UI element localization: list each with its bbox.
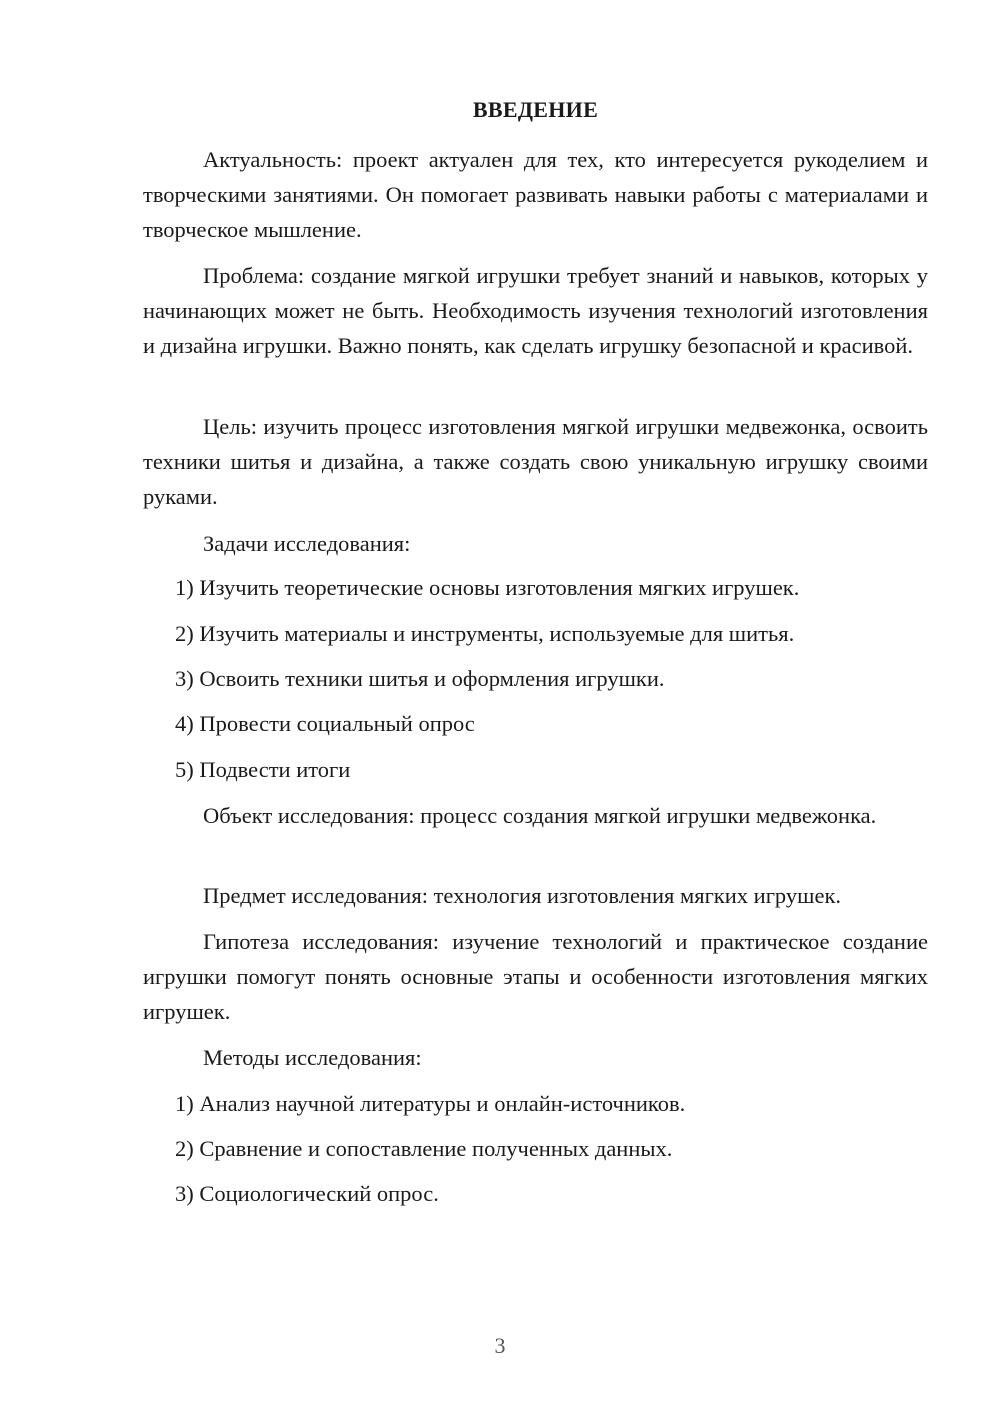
task-item: 5) Подвести итоги	[175, 757, 351, 782]
tasks-label: Задачи исследования:	[203, 531, 411, 556]
methods-label: Методы исследования:	[203, 1045, 422, 1070]
paragraph-subject: Предмет исследования: технология изготовления мягких игрушек.	[203, 883, 841, 908]
paragraph-relevance: Актуальность: проект актуален для тех, кто интересуется рукоделием и творческими занятиями. Он помогает развивать навыки работы с материалами и творческое мышление.	[143, 147, 928, 242]
paragraph-problem: Проблема: создание мягкой игрушки требует знаний и навыков, которых у начинающих может не быть. Необходимость изучения технологий изготовления и дизайна игрушки. Важно понять, как сделать игрушку безопасной и красивой.	[143, 263, 928, 358]
task-item: 2) Изучить материалы и инструменты, используемые для шитья.	[175, 621, 795, 646]
paragraph-object: Объект исследования: процесс создания мягкой игрушки медвежонка.	[203, 803, 877, 828]
method-item: 3) Социологический опрос.	[175, 1181, 439, 1206]
task-item: 3) Освоить техники шитья и оформления игрушки.	[175, 666, 665, 691]
task-item: 1) Изучить теоретические основы изготовления мягких игрушек.	[175, 575, 800, 600]
method-item: 2) Сравнение и сопоставление полученных данных.	[175, 1136, 673, 1161]
section-heading: ВВЕДЕНИЕ	[472, 97, 599, 122]
paragraph-hypothesis: Гипотеза исследования: изучение технологий и практическое создание игрушки помогут понять основные этапы и особенности изготовления мягких игрушек.	[143, 929, 928, 1024]
task-item: 4) Провести социальный опрос	[175, 711, 475, 736]
method-item: 1) Анализ научной литературы и онлайн-источников.	[175, 1091, 686, 1116]
page-number: 3	[494, 1333, 506, 1358]
paragraph-goal: Цель: изучить процесс изготовления мягкой игрушки медвежонка, освоить техники шитья и дизайна, а также создать свою уникальную игрушку своими руками.	[143, 414, 928, 509]
